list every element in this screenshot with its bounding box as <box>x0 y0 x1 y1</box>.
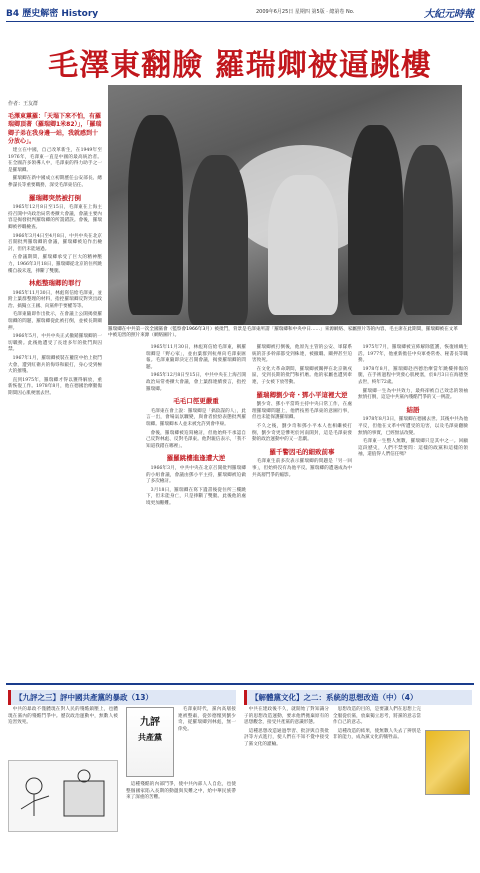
party-culture-text-1: 中共在建政後不久，就開始了對知識分子的思想改造運動，要求他們拋棄原有的思想觀念，接受共產黨的意識形態。 這種思想改造通過學習、批評與自我批評等方式進行，使人們在不知不覺中接受了黨文化的灌輸。 <box>244 707 329 747</box>
nine-commentaries-text-3: 這種殘酷的內部鬥爭，使中共內部人人自危，也使整個國家陷入長期的動盪與災難之中，給中華民族帶來了深重的苦難。 <box>126 782 236 801</box>
book-title-line2: 共產黨 <box>138 732 162 742</box>
subhead-1: 羅瑞卿突然被打倒 <box>29 193 81 202</box>
nine-commentaries-title: 【九評之三】評中國共產黨的暴政（13） <box>8 690 236 705</box>
cartoon-drawing <box>9 761 117 831</box>
subhead-6: 羅千警因毛的細致前事 <box>269 447 335 456</box>
party-culture-title: 【解體黨文化】之二：系統的思想改造（中）（4） <box>244 690 472 705</box>
party-culture-book-cover <box>425 730 470 795</box>
subhead-5: 羅羅跳樓進逢遭大逆 <box>166 454 226 463</box>
lead-block <box>8 100 102 147</box>
nine-commentaries-text-1: 中共的暴政不僅體現在對人民的殘酷鎮壓上，也體現在黨內的殘酷鬥爭中。歷次政治運動中，無數人被迫害致死。 <box>8 707 118 726</box>
main-photo <box>108 85 462 325</box>
section-label: B4 歷史解密 History <box>6 9 99 19</box>
subhead-2: 林彪整瑞卿的罪行 <box>29 279 81 288</box>
newspaper-logo: 大紀元時報 <box>424 9 474 20</box>
lead-paragraph: 毛澤東黨羅：「天塌下來不怕，有羅瑞卿頂著（羅瑞卿1米82）」，「羅瑞卿子弟在我身邊一站，我就感到十分放心」。 <box>8 112 102 145</box>
cartoon-illustration <box>8 760 118 832</box>
date-line: 2009年6月25日 星期四 第5版 · 總第卷 No. <box>256 9 355 15</box>
article-column-4: 1975年7月，羅瑞卿被宣佈解除監護，恢復組織生活。1977年，他重新擔任中央軍委常委、秘書長等職務。 1978年8月，羅瑞卿赴西德治療當年跳樓摔傷的腿，在手術過程中突發心肌梗塞，於8月3日在海德堡去世，終年72歲。 羅瑞卿一生為中共效力，最終卻被自己效忠的領袖無情打倒，這是中共黨內殘酷鬥爭的又一例證。 結語 1978年8月3日，羅瑞卿在德國去世。其後中共為他平反，但他在文革中所遭受的迫害，以及毛澤東翻臉無情的事實，已經無法改變。 毛澤東一生整人無數，羅瑞卿只是其中之一。回顧這段歷史，人們不禁要問：這樣的政黨和這樣的領袖，還值得人們信任嗎？ <box>358 345 468 458</box>
nine-commentaries-book <box>126 707 174 777</box>
subhead-4: 羅瑞卿劉少奇・鄧小平這裡大逆 <box>256 390 348 399</box>
subhead-7: 結語 <box>406 405 420 414</box>
article-column-2: 1965年11月30日，林彪寫信給毛澤東，稱羅瑞卿是「野心家」，並由葉群到杭州向毛澤東匯報。毛澤東隨即決定召開會議，揭發羅瑞卿的問題。 1965年12月8日至15日，中共中央在上海召開政治局常委擴大會議，會上葉群連續發言，指控羅瑞卿。 毛毛口徑更嚴重 毛澤東在會上說：羅瑞卿是「搞陰謀的人」，此言一出，會場氣氛驟變，與會者紛紛表態批判羅瑞卿。羅瑞卿本人並未被允許到會申辯。 會後，羅瑞卿被迫寫檢討，但他始終不承認自己反對林彪、反對毛澤東。他對親信表示，「我不知道我錯在哪裡」。 羅羅跳樓進逢遭大逆 1966年3月，中共中央在北京召開批判羅瑞卿的小組會議，會議由鄧小平主持，羅瑞卿被迫做了多次檢討。 3月18日，羅瑞卿在寫下遺書後從住所三樓跳下，但未能身亡，只是摔斷了雙腿。此後他的處境更加艱難。 <box>146 345 246 506</box>
article-column-3: 羅瑞卿被打倒後，他原先主管的公安、軍隊系統的許多幹部都受到株連，被撤職、關押甚至迫害致死。 在文化大革命期間，羅瑞卿被關押在北京衛戍區，受到長期的批鬥和折磨。他的家屬也遭到牽連，子女被下放勞動。 羅瑞卿劉少奇・鄧小平這裡大逆 劉少奇、鄧小平當時主持中央日常工作，在處理羅瑞卿問題上，他們按照毛澤東的意圖行事，但也未能保護羅瑞卿。 不久之後，劉少奇和鄧小平本人也相繼被打倒，劉少奇更是慘死於河南開封，這是毛澤東發動的政治運動中的又一悲劇。 羅千警因毛的細致前事 毛澤東生前多次表示羅瑞卿的問題是「另一回事」，但始終沒有為他平反。羅瑞卿的遭遇成為中共高層鬥爭的縮影。 <box>252 345 352 478</box>
nine-commentaries-text-2: 毛澤東時代，黨內高層接連被整肅，從彭德懷到劉少奇，從羅瑞卿到林彪，無一倖免。 <box>178 707 236 732</box>
subhead-3: 毛毛口徑更嚴重 <box>173 397 219 406</box>
headline: 毛澤東翻臉 羅瑞卿被逼跳樓 <box>48 48 432 83</box>
party-culture-text-2: 思想改造的目的，是要讓人們在思想上完全服從於黨，放棄獨立思考，將黨的意志當作自己的意志。 這種改造的結果，使無數人失去了辨別是非的能力，成為黨文化的犧牲品。 <box>333 707 421 741</box>
photo-caption: 羅瑞卿在中共第一次全國黨會（監察會1966年3月）被批鬥，背景是毛澤東所謂「羅瑞卿和中央中日……」來源網絡、家屬照片等的內容，毛主席在此期間，羅瑞卿被在文革中被迫害的照片來源（網絡圖片）。 <box>108 327 458 339</box>
author-line: 作者：王友群 <box>8 101 39 107</box>
article-column-1: 建立在中國，自己改革新生，在1949年至1976年，毛澤東一直是中國的最高統治者。在全國許多領導人中，毛澤東的得力助手之一是羅瑞卿。 羅瑞卿在新中國成立初期歷任公安部長、總參謀長等重要職務，深受毛澤東信任。 羅瑞卿突然被打倒 1965年12月8日至15日，毛澤東在上海主持召開中央政治局常委擴大會議，會議主要內容是揭發批判羅瑞卿的所謂錯誤。會後，羅瑞卿被停職檢查。 1966年3月4日至4月8日，中共中央在北京召開批判羅瑞卿的會議，羅瑞卿被迫作出檢討，但仍未能通過。 在會議期間，羅瑞卿承受了巨大的精神壓力，1966年3月18日，羅瑞卿從北京的住所跳樓自殺未遂，摔斷了雙腿。 林彪整瑞卿的罪行 1965年11月30日，林彪寫信給毛澤東，並附上葉群整理的材料，指控羅瑞卿反對突出政治、搞獨立王國、向黨伸手要權等等。 毛澤東隨即作出批示，在會議上公開揭發羅瑞卿的問題，羅瑞卿從此被打倒，並被長期關押。 1966年5月，中共中央正式撤銷羅瑞卿的一切職務。此後他遭受了長達多年的批鬥與囚禁。 1967年1月，羅瑞卿被裝在籮筐中抬上批鬥大會，遭到紅衛兵的侮辱和毆打，身心受到極大的摧殘。 直到1975年，羅瑞卿才得以獲得解放，重新恢復工作。1978年8月，他在德國治療腿傷期間因心肌梗塞去世。 <box>8 148 102 396</box>
book-title-line1: 九評 <box>140 717 160 728</box>
page-header <box>6 4 474 22</box>
section-divider <box>6 683 474 685</box>
